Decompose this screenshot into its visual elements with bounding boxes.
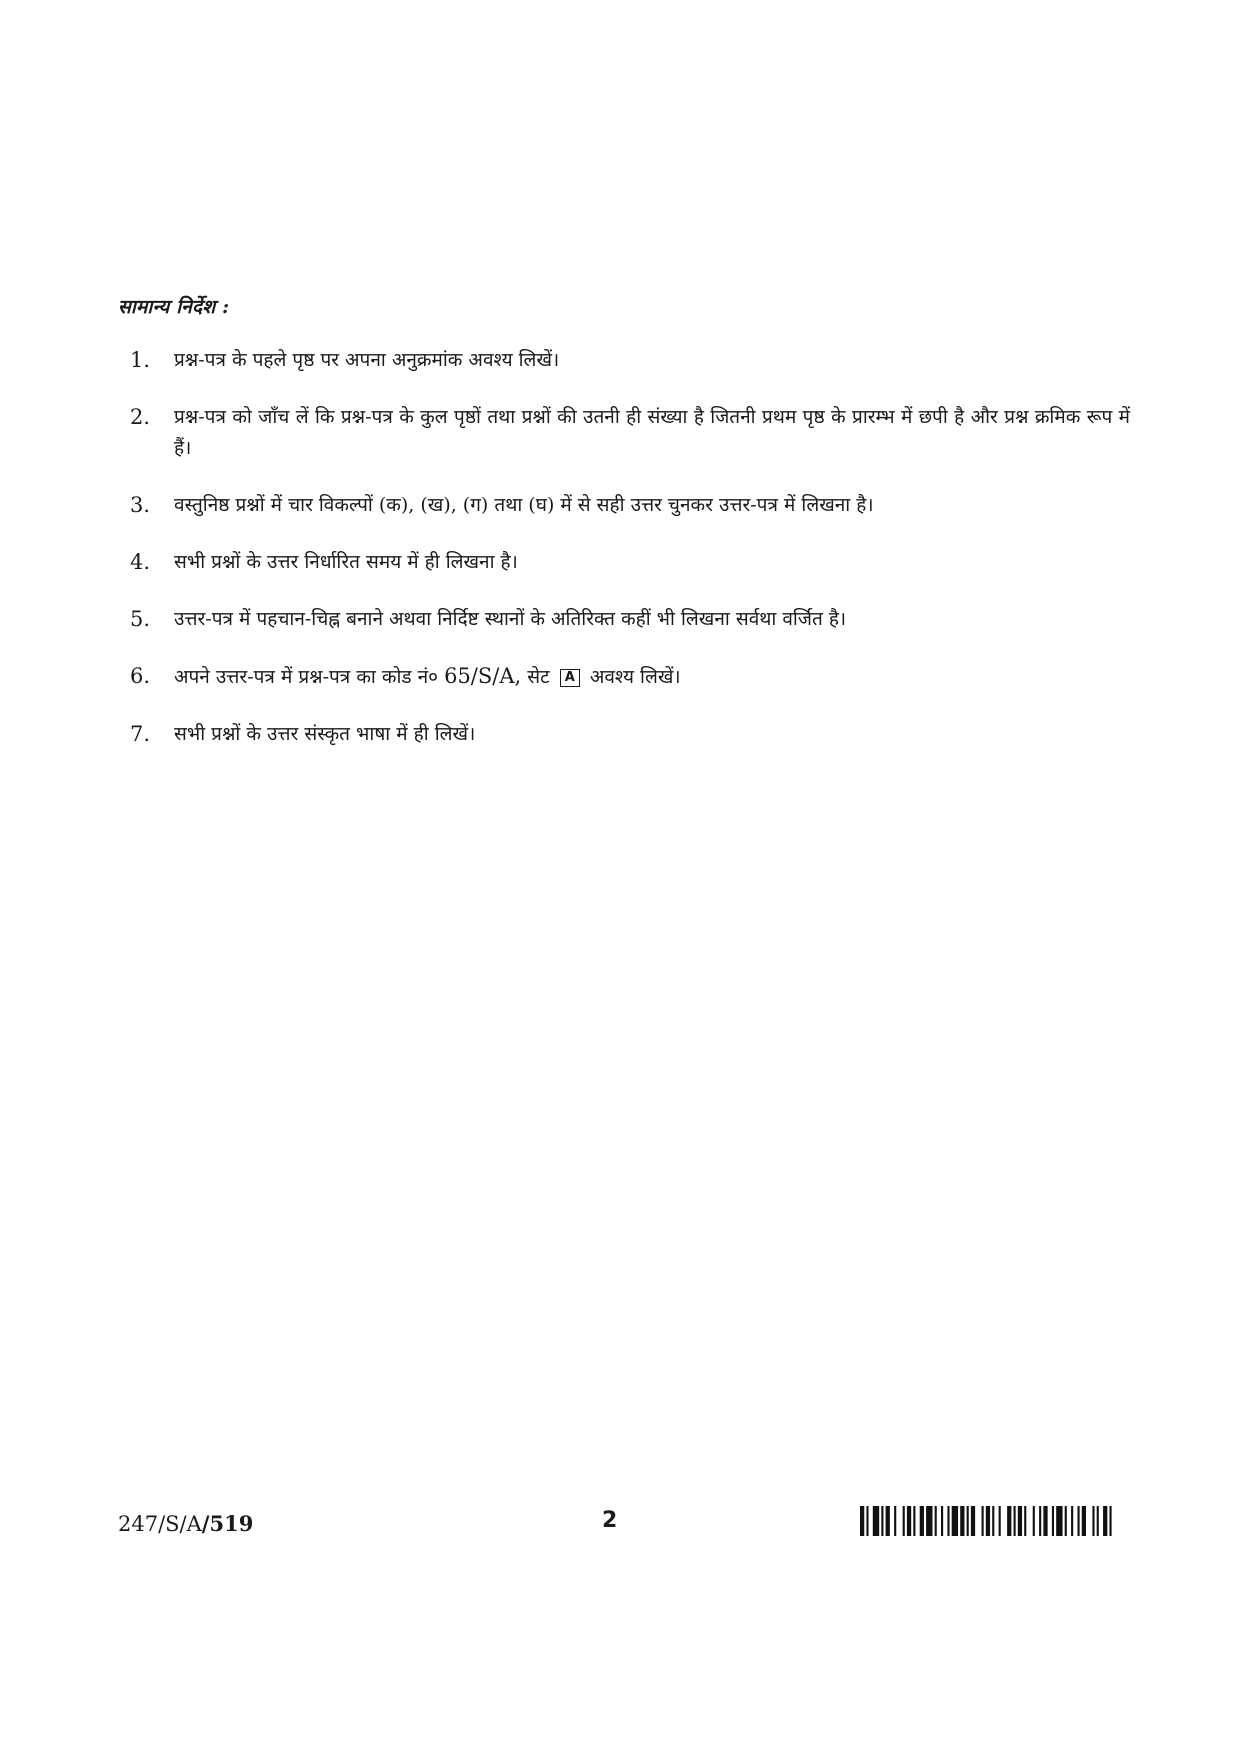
barcode-bar xyxy=(999,1506,1001,1536)
instruction-number: 6. xyxy=(130,664,151,688)
barcode-bar xyxy=(986,1506,990,1536)
barcode-bar xyxy=(860,1506,864,1536)
instruction-text: सभी प्रश्नों के उत्तर निर्धारित समय में ही लिखना है। xyxy=(174,551,518,573)
set-box: A xyxy=(560,669,580,687)
barcode-bar xyxy=(1109,1506,1111,1536)
barcode-bar xyxy=(1014,1506,1016,1536)
barcode-bar xyxy=(1082,1506,1086,1536)
instructions-list xyxy=(130,345,1130,750)
barcode-bar xyxy=(866,1506,868,1536)
barcode-icon xyxy=(860,1506,1118,1536)
question-paper-code: 65/S/A, xyxy=(444,664,522,688)
barcode-bar xyxy=(1065,1506,1067,1536)
instruction-item xyxy=(130,345,1130,376)
barcode-bar xyxy=(913,1506,915,1536)
barcode-bar xyxy=(903,1506,905,1536)
paper-code-bold: /519 xyxy=(201,1511,254,1536)
barcode-bar xyxy=(935,1506,937,1536)
barcode-bar xyxy=(1033,1506,1035,1536)
instruction-number: 5. xyxy=(130,607,151,631)
barcode-bar xyxy=(1007,1506,1011,1536)
barcode-bar xyxy=(992,1506,994,1536)
barcode-bar xyxy=(1039,1506,1041,1536)
instruction-item xyxy=(130,661,1130,693)
instruction-text: सभी प्रश्नों के उत्तर संस्कृत भाषा में ही लिखें। xyxy=(174,723,476,745)
instruction-item xyxy=(130,719,1130,750)
instruction-number: 1. xyxy=(130,348,151,372)
barcode-bar xyxy=(982,1506,984,1536)
instruction-text: प्रश्न-पत्र के पहले पृष्ठ पर अपना अनुक्रमांक अवश्य लिखें। xyxy=(174,349,560,371)
barcode-bar xyxy=(960,1506,964,1536)
barcode-bar xyxy=(1056,1506,1062,1536)
instruction-text: प्रश्न-पत्र को जाँच लें कि प्रश्न-पत्र के कुल पृष्ठों तथा प्रश्नों की उतनी ही संख्या है जितनी प्रथम पृष्ठ के प्रारम्भ में छपी है और प्रश्न क्रमिक रूप में हैं। xyxy=(174,406,1130,459)
barcode-bar xyxy=(1103,1506,1107,1536)
barcode-bar xyxy=(1018,1506,1022,1536)
barcode-bar xyxy=(1092,1506,1094,1536)
barcode-bar xyxy=(1043,1506,1047,1536)
instruction-text: वस्तुनिष्ठ प्रश्नों में चार विकल्पों (क), (ख), (ग) तथा (घ) में से सही उत्तर चुनकर उत्तर-पत्र में लिखना है। xyxy=(174,494,874,516)
barcode-bar xyxy=(881,1506,883,1536)
instruction-text-before: अपने उत्तर-पत्र में प्रश्न-पत्र का कोड नं० xyxy=(174,666,439,688)
set-label: सेट xyxy=(527,666,550,688)
barcode-bar xyxy=(1077,1506,1079,1536)
instruction-item xyxy=(130,547,1130,578)
barcode-bar xyxy=(947,1506,949,1536)
barcode-bar xyxy=(886,1506,890,1536)
barcode-bar xyxy=(907,1506,911,1536)
instruction-text-after: अवश्य लिखें। xyxy=(589,666,681,688)
barcode-bar xyxy=(952,1506,958,1536)
barcode-bar xyxy=(920,1506,924,1536)
instruction-text: उत्तर-पत्र में पहचान-चिह्न बनाने अथवा निर्दिष्ट स्थानों के अतिरिक्त कहीं भी लिखना सर्वथा वर्जित है। xyxy=(174,608,847,630)
page-number: 2 xyxy=(602,1508,618,1533)
instruction-text xyxy=(174,661,1130,693)
instruction-number: 4. xyxy=(130,550,151,574)
barcode-bar xyxy=(967,1506,969,1536)
instruction-item xyxy=(130,402,1130,464)
instruction-number: 7. xyxy=(130,722,151,746)
barcode-bar xyxy=(873,1506,879,1536)
instruction-number: 3. xyxy=(130,493,151,517)
general-instructions-heading: सामान्य निर्देश : xyxy=(118,296,230,318)
instruction-item xyxy=(130,604,1130,635)
barcode-bar xyxy=(1052,1506,1054,1536)
instruction-item xyxy=(130,490,1130,521)
paper-code xyxy=(118,1511,253,1536)
barcode-bar xyxy=(1071,1506,1073,1536)
barcode-bar xyxy=(941,1506,943,1536)
barcode-bar xyxy=(894,1506,896,1536)
barcode-bar xyxy=(971,1506,975,1536)
barcode-bar xyxy=(1024,1506,1026,1536)
paper-code-prefix: 247/S/A xyxy=(118,1512,202,1536)
barcode-bar xyxy=(1097,1506,1099,1536)
instruction-number: 2. xyxy=(130,405,151,429)
barcode-bar xyxy=(926,1506,932,1536)
